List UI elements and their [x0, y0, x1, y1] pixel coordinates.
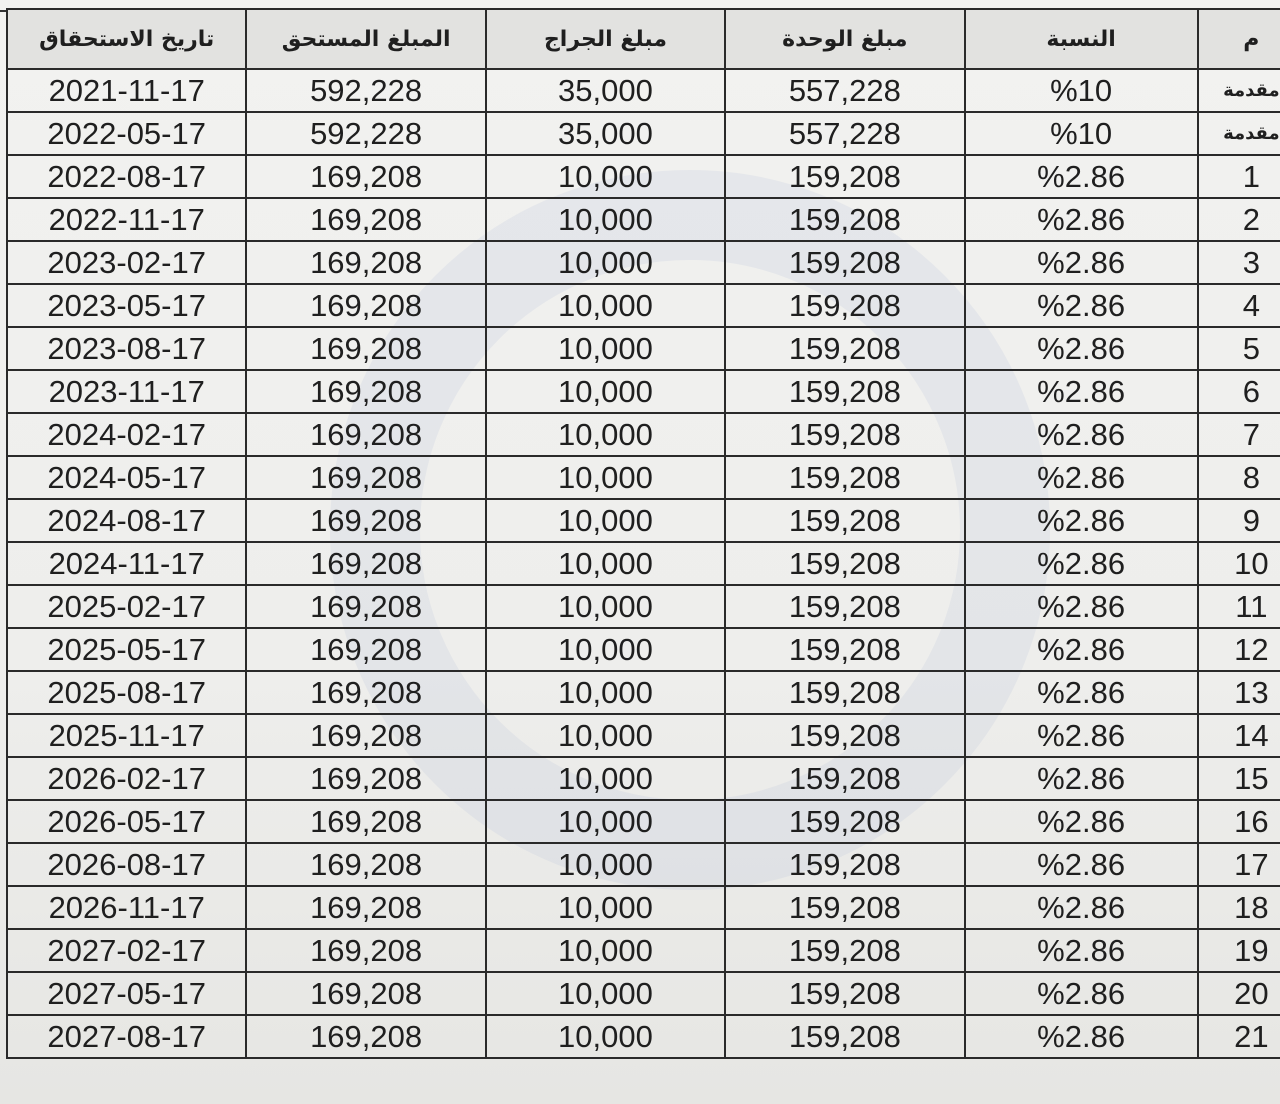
cell-unit-amount: 159,208 [725, 370, 964, 413]
cell-ratio: %2.86 [965, 757, 1198, 800]
header-garage-amount: مبلغ الجراج [486, 9, 725, 69]
cell-due-amount: 169,208 [246, 284, 485, 327]
cell-ratio: %10 [965, 69, 1198, 112]
cell-due-date: 2026-05-17 [7, 800, 246, 843]
cell-ratio: %2.86 [965, 542, 1198, 585]
cell-garage-amount: 10,000 [486, 671, 725, 714]
cell-garage-amount: 10,000 [486, 370, 725, 413]
cell-due-amount: 169,208 [246, 585, 485, 628]
cell-garage-amount: 35,000 [486, 69, 725, 112]
cell-unit-amount: 159,208 [725, 284, 964, 327]
cell-index: 5 [1198, 327, 1280, 370]
cell-index: 13 [1198, 671, 1280, 714]
table-row [7, 671, 1280, 714]
cell-ratio: %2.86 [965, 800, 1198, 843]
cell-index: 9 [1198, 499, 1280, 542]
cell-garage-amount: 10,000 [486, 929, 725, 972]
cell-due-date: 2023-05-17 [7, 284, 246, 327]
table-row [7, 284, 1280, 327]
payment-schedule-table [6, 8, 1280, 1059]
cell-unit-amount: 159,208 [725, 843, 964, 886]
cell-garage-amount: 10,000 [486, 886, 725, 929]
cell-index: 20 [1198, 972, 1280, 1015]
cell-due-amount: 169,208 [246, 843, 485, 886]
cell-unit-amount: 159,208 [725, 714, 964, 757]
cell-unit-amount: 159,208 [725, 327, 964, 370]
cell-due-date: 2025-08-17 [7, 671, 246, 714]
cell-index: 16 [1198, 800, 1280, 843]
table-row [7, 327, 1280, 370]
cell-index: 4 [1198, 284, 1280, 327]
cell-index: 21 [1198, 1015, 1280, 1058]
cell-garage-amount: 10,000 [486, 198, 725, 241]
cell-due-date: 2027-08-17 [7, 1015, 246, 1058]
cell-due-amount: 169,208 [246, 757, 485, 800]
cell-index: 11 [1198, 585, 1280, 628]
cell-unit-amount: 557,228 [725, 69, 964, 112]
cell-index: مقدمة [1198, 69, 1280, 112]
cell-unit-amount: 159,208 [725, 628, 964, 671]
cell-due-date: 2022-08-17 [7, 155, 246, 198]
cell-garage-amount: 10,000 [486, 1015, 725, 1058]
cell-unit-amount: 557,228 [725, 112, 964, 155]
cell-due-amount: 169,208 [246, 628, 485, 671]
table-row [7, 413, 1280, 456]
cell-garage-amount: 10,000 [486, 284, 725, 327]
table-row [7, 800, 1280, 843]
table-row [7, 155, 1280, 198]
cell-due-date: 2026-11-17 [7, 886, 246, 929]
cell-due-date: 2022-11-17 [7, 198, 246, 241]
cell-due-date: 2023-02-17 [7, 241, 246, 284]
table-row [7, 585, 1280, 628]
cell-due-date: 2024-05-17 [7, 456, 246, 499]
header-due-amount: المبلغ المستحق [246, 9, 485, 69]
table-header-row [7, 9, 1280, 69]
cell-unit-amount: 159,208 [725, 241, 964, 284]
cell-index: 18 [1198, 886, 1280, 929]
cell-garage-amount: 10,000 [486, 413, 725, 456]
cell-ratio: %2.86 [965, 327, 1198, 370]
cell-due-date: 2025-02-17 [7, 585, 246, 628]
cell-due-amount: 169,208 [246, 714, 485, 757]
cell-index: 15 [1198, 757, 1280, 800]
cell-due-date: 2023-08-17 [7, 327, 246, 370]
cell-due-amount: 169,208 [246, 542, 485, 585]
table-row [7, 198, 1280, 241]
cell-unit-amount: 159,208 [725, 757, 964, 800]
cell-due-amount: 169,208 [246, 886, 485, 929]
cell-ratio: %2.86 [965, 929, 1198, 972]
cell-unit-amount: 159,208 [725, 413, 964, 456]
cell-unit-amount: 159,208 [725, 585, 964, 628]
cell-index: 1 [1198, 155, 1280, 198]
cell-ratio: %2.86 [965, 413, 1198, 456]
cell-due-date: 2027-05-17 [7, 972, 246, 1015]
cell-unit-amount: 159,208 [725, 972, 964, 1015]
cell-due-amount: 169,208 [246, 155, 485, 198]
cell-ratio: %10 [965, 112, 1198, 155]
cell-garage-amount: 10,000 [486, 800, 725, 843]
cell-unit-amount: 159,208 [725, 671, 964, 714]
cell-due-amount: 169,208 [246, 671, 485, 714]
cell-unit-amount: 159,208 [725, 499, 964, 542]
table-row [7, 456, 1280, 499]
cell-ratio: %2.86 [965, 585, 1198, 628]
cell-due-date: 2023-11-17 [7, 370, 246, 413]
cell-due-date: 2024-11-17 [7, 542, 246, 585]
cell-index: 2 [1198, 198, 1280, 241]
table-row [7, 1015, 1280, 1058]
table-row [7, 69, 1280, 112]
cell-index: 3 [1198, 241, 1280, 284]
cell-ratio: %2.86 [965, 671, 1198, 714]
cell-due-date: 2021-11-17 [7, 69, 246, 112]
cell-due-date: 2022-05-17 [7, 112, 246, 155]
table-row [7, 499, 1280, 542]
cell-unit-amount: 159,208 [725, 155, 964, 198]
cell-ratio: %2.86 [965, 284, 1198, 327]
cell-ratio: %2.86 [965, 499, 1198, 542]
cell-due-date: 2024-08-17 [7, 499, 246, 542]
cell-due-date: 2025-11-17 [7, 714, 246, 757]
cell-index: 7 [1198, 413, 1280, 456]
cell-unit-amount: 159,208 [725, 800, 964, 843]
cell-ratio: %2.86 [965, 456, 1198, 499]
cell-index: 12 [1198, 628, 1280, 671]
cell-ratio: %2.86 [965, 628, 1198, 671]
cell-due-date: 2025-05-17 [7, 628, 246, 671]
cell-index: مقدمة [1198, 112, 1280, 155]
header-index: م [1198, 9, 1280, 69]
cell-ratio: %2.86 [965, 972, 1198, 1015]
cell-due-amount: 169,208 [246, 499, 485, 542]
cell-due-date: 2027-02-17 [7, 929, 246, 972]
table-row [7, 714, 1280, 757]
table-row [7, 757, 1280, 800]
cell-due-amount: 169,208 [246, 929, 485, 972]
header-due-date: تاريخ الاستحقاق [7, 9, 246, 69]
table-row [7, 542, 1280, 585]
cell-index: 14 [1198, 714, 1280, 757]
cell-due-date: 2026-02-17 [7, 757, 246, 800]
table-row [7, 972, 1280, 1015]
cell-index: 8 [1198, 456, 1280, 499]
cell-garage-amount: 10,000 [486, 843, 725, 886]
cell-due-date: 2024-02-17 [7, 413, 246, 456]
cell-garage-amount: 10,000 [486, 585, 725, 628]
table-row [7, 929, 1280, 972]
cell-due-amount: 169,208 [246, 456, 485, 499]
cell-garage-amount: 10,000 [486, 499, 725, 542]
cell-garage-amount: 10,000 [486, 155, 725, 198]
cell-unit-amount: 159,208 [725, 542, 964, 585]
table-body [7, 69, 1280, 1058]
cell-ratio: %2.86 [965, 1015, 1198, 1058]
cell-ratio: %2.86 [965, 714, 1198, 757]
header-ratio: النسبة [965, 9, 1198, 69]
cell-due-amount: 169,208 [246, 370, 485, 413]
cell-due-amount: 169,208 [246, 241, 485, 284]
cell-ratio: %2.86 [965, 886, 1198, 929]
header-unit-amount: مبلغ الوحدة [725, 9, 964, 69]
table-row [7, 112, 1280, 155]
cell-due-amount: 592,228 [246, 112, 485, 155]
cell-ratio: %2.86 [965, 198, 1198, 241]
table-row [7, 241, 1280, 284]
cell-garage-amount: 10,000 [486, 542, 725, 585]
cell-garage-amount: 10,000 [486, 714, 725, 757]
cell-unit-amount: 159,208 [725, 929, 964, 972]
cell-due-amount: 169,208 [246, 800, 485, 843]
cell-due-amount: 169,208 [246, 198, 485, 241]
cell-garage-amount: 10,000 [486, 327, 725, 370]
cell-garage-amount: 10,000 [486, 456, 725, 499]
cell-garage-amount: 10,000 [486, 241, 725, 284]
cell-index: 17 [1198, 843, 1280, 886]
cell-ratio: %2.86 [965, 843, 1198, 886]
table-row [7, 886, 1280, 929]
table-row [7, 843, 1280, 886]
cell-unit-amount: 159,208 [725, 198, 964, 241]
table-row [7, 370, 1280, 413]
cell-index: 19 [1198, 929, 1280, 972]
cell-due-amount: 169,208 [246, 1015, 485, 1058]
cell-index: 10 [1198, 542, 1280, 585]
cell-garage-amount: 10,000 [486, 972, 725, 1015]
cell-unit-amount: 159,208 [725, 1015, 964, 1058]
cell-ratio: %2.86 [965, 241, 1198, 284]
cell-unit-amount: 159,208 [725, 886, 964, 929]
cell-due-amount: 592,228 [246, 69, 485, 112]
cell-due-amount: 169,208 [246, 972, 485, 1015]
cell-garage-amount: 10,000 [486, 628, 725, 671]
cell-unit-amount: 159,208 [725, 456, 964, 499]
table-row [7, 628, 1280, 671]
cell-ratio: %2.86 [965, 370, 1198, 413]
cell-garage-amount: 35,000 [486, 112, 725, 155]
cell-garage-amount: 10,000 [486, 757, 725, 800]
cell-ratio: %2.86 [965, 155, 1198, 198]
cell-due-amount: 169,208 [246, 327, 485, 370]
cell-due-amount: 169,208 [246, 413, 485, 456]
cell-index: 6 [1198, 370, 1280, 413]
cell-due-date: 2026-08-17 [7, 843, 246, 886]
